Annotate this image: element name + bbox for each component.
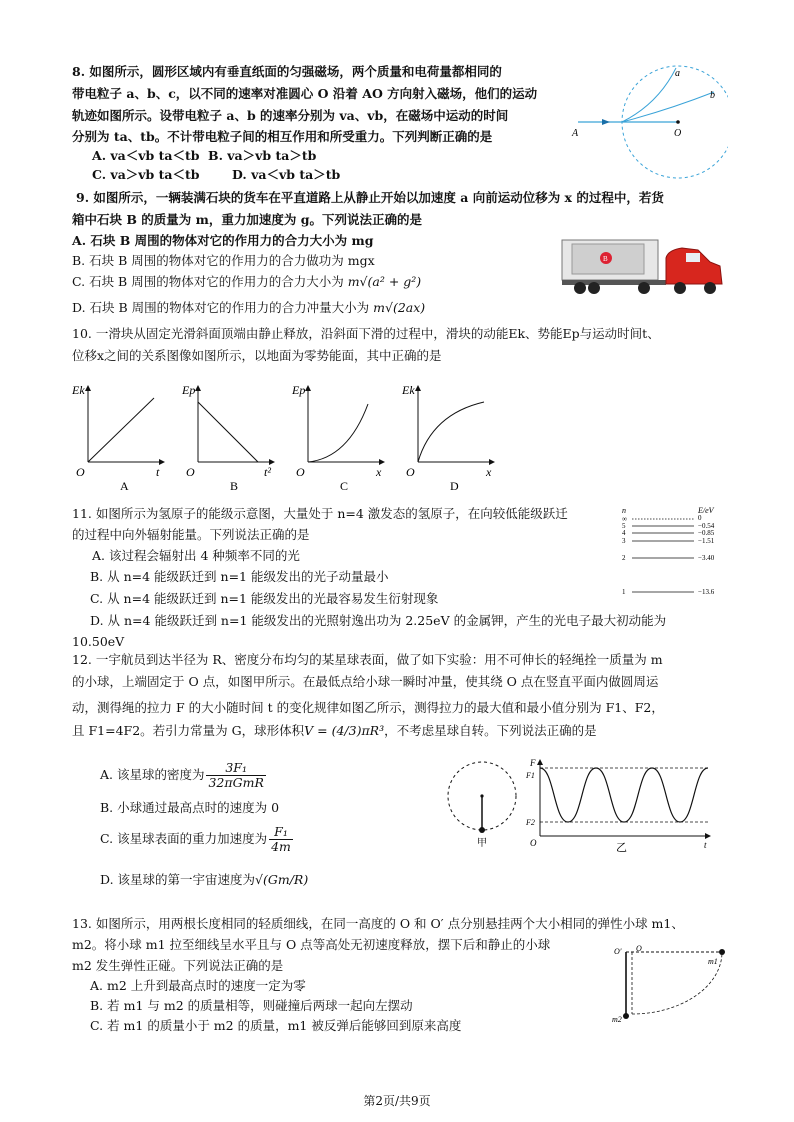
q12-figures [444,756,720,852]
q11-option-d: D. 从 n=4 能级跃迁到 n=1 能级发出的光照射逸出功为 2.25eV 的金属钾，产生的光电子最大初动能为 [90,613,667,628]
q12-volume-formula: V = (4/3)πR³ [304,723,385,738]
level-5-n: 5 [622,522,626,530]
axis-f-label: F [530,758,536,768]
label-f2: F2 [526,818,535,827]
q9-option-c [72,274,421,290]
graph-a-ylabel: Ek [72,383,85,397]
trajectory-a [622,68,676,122]
q11-energy-level-diagram [618,504,730,600]
level-2-n: 2 [622,554,626,562]
q13-option-a: A. m2 上升到最高点时的速度一定为零 [90,978,306,993]
q12-option-a [100,760,268,790]
ball-m1 [719,949,725,955]
q8-stem-line2: 带电粒子 a、b、c，以不同的速率对准圆心 O 沿着 AO 方向射入磁场，他们的运动 [72,86,538,101]
label-o: O [636,944,642,953]
q12-option-b: B. 小球通过最高点时的速度为 0 [100,800,280,815]
graph-a-origin: O [76,465,85,479]
figure-jia [448,762,516,849]
window [686,253,700,262]
q12-option-c-den: 4m [271,839,291,854]
graph-c-caption: C [340,479,349,492]
q11-option-d-cont: 10.50eV [72,634,125,649]
q9-option-d-formula: m√(2ax) [373,300,426,315]
q9-option-d [72,300,425,316]
graph-c-ylabel: Ep [292,383,306,397]
q10-stem-line2: 位移x之间的关系图像如图所示，以地面为零势能面，其中正确的是 [72,348,442,363]
force-curve [540,768,708,822]
graph-b-origin: O [186,465,195,479]
q9-option-d-text: D. 石块 B 周围的物体对它的作用力的合力冲量大小为 [72,300,374,315]
q8-stem-line3: 轨迹如图所示。设带电粒子 a、b 的速率分别为 va、vb，在磁场中运动的时间 [72,108,509,123]
q8-option-d: D. va＜vb ta＞tb [232,167,341,182]
q8-option-c: C. va＞vb ta＜tb [92,167,200,182]
q11-option-b: B. 从 n=4 能级跃迁到 n=1 能级发出的光子动量最小 [90,569,389,584]
level-4-n: 4 [622,529,626,537]
graph-d-caption: D [450,479,459,492]
ball-m2 [623,1013,629,1019]
q8-stem-line1: 8. 如图所示，圆形区域内有垂直纸面的匀强磁场，两个质量和电荷量都相同的 [72,64,502,79]
label-m2: m2 [612,1015,622,1024]
header-e: E/eV [698,506,714,515]
q13-stem-line2: m2。将小球 m1 拉至细线呈水平且与 O 点等高处无初速度释放，摆下后和静止的小球 [72,937,551,952]
q12-stem-line4-post: ，不考虑星球自转。下列说法正确的是 [384,723,597,738]
q9-stem-line1: 9. 如图所示，一辆装满石块的货车在平直道路上从静止开始以加速度 a 向前运动位移为 x 的过程中，若货 [76,190,664,205]
label-b: B [603,255,608,263]
q13-pendulum-figure [612,944,728,1024]
q11-stem-line2: 的过程中向外辐射能量。下列说法正确的是 [72,527,310,542]
label-a: a [675,68,680,79]
q12-option-c [100,824,295,854]
q9-option-b: B. 石块 B 周围的物体对它的作用力的合力做功为 mgx [72,253,375,268]
trajectory-b [622,92,714,122]
wheel [704,282,716,294]
graph-b-ylabel: Ep [182,383,196,397]
q11-stem-line1: 11. 如图所示为氢原子的能级示意图，大量处于 n=4 激发态的氢原子，在向较低能级跃迁 [72,506,568,521]
figure-yi [525,758,710,852]
q12-option-c-num: F₁ [269,825,293,840]
graph-c-xlabel: x [376,465,382,479]
q12-option-d [100,872,308,888]
q10-stem-line1: 10. 一滑块从固定光滑斜面顶端由静止释放，沿斜面下滑的过程中，滑块的动能Ek、势能Ep与运动时间t、 [72,326,660,341]
axis-t-label: t [704,840,707,850]
header-n: n [622,506,626,515]
graph-a-caption: A [120,479,129,492]
graph-a [71,383,164,492]
wheel [574,282,586,294]
q12-option-d-formula: √(Gm/R) [255,872,309,887]
q12-stem-line1: 12. 一宇航员到达半径为 R、密度分布均匀的某星球表面，做了如下实验：用不可伸长的轻绳拴一质量为 m [72,652,663,667]
q12-stem-line2: 的小球，上端固定于 O 点，如图甲所示。在最低点给小球一瞬时冲量，使其绕 O 点在竖直平面内做圆周运 [72,674,659,689]
label-jia: 甲 [477,838,487,849]
wheel [674,282,686,294]
q13-stem-line1: 13. 如图所示，用两根长度相同的轻质细线，在同一高度的 O 和 O′ 点分别悬挂两个大小相同的弹性小球 m1、 [72,916,684,931]
label-o-prime: O′ [614,947,622,956]
q11-option-a: A. 该过程会辐射出 4 种频率不同的光 [92,548,300,563]
q13-option-b: B. 若 m1 与 m2 的质量相等，则碰撞后两球一起向左摆动 [90,998,413,1013]
graph-d-xlabel: x [486,465,492,479]
wheel [638,282,650,294]
level-2-e: −3.40 [698,554,715,562]
graph-c-origin: O [296,465,305,479]
page-footer: 第2页/共9页 [363,1094,431,1108]
graph-d-origin: O [406,465,415,479]
level-1-n: 1 [622,588,626,596]
q12-option-c-text: C. 该星球表面的重力加速度为 [100,831,268,846]
label-O: O [674,128,682,139]
level-1-e: −13.6 [698,588,715,596]
q8-magnetic-field-figure [568,64,728,192]
graph-c [291,383,384,492]
q9-option-c-formula: m√(a² + g²) [347,274,422,289]
level-inf-n: ∞ [622,515,627,523]
q12-option-a-text: A. 该星球的密度为 [100,767,205,782]
center-point [676,120,680,124]
label-b: b [710,90,715,101]
q13-stem-line3: m2 发生弹性正碰。下列说法正确的是 [72,958,284,973]
level-3-n: 3 [622,537,626,545]
q11-option-c: C. 从 n=4 能级跃迁到 n=1 能级发出的光最容易发生衍射现象 [90,591,439,606]
q8-option-b: B. va＞vb ta＞tb [208,148,317,163]
graph-a-xlabel: t [156,465,160,479]
wheel [588,282,600,294]
q13-option-c: C. 若 m1 的质量小于 m2 的质量，m1 被反弹后能够回到原来高度 [90,1018,462,1033]
q12-stem-line4-pre: 且 F1=4F2。若引力常量为 G，球形体积 [72,723,305,738]
q9-option-c-text: C. 石块 B 周围的物体对它的作用力的合力大小为 [72,274,348,289]
q12-stem-line3: 动，测得绳的拉力 F 的大小随时间 t 的变化规律如图乙所示，测得拉力的最大值和最小值分别为 F1、F2， [72,700,664,715]
q9-stem-line2: 箱中石块 B 的质量为 m，重力加速度为 g。下列说法正确的是 [72,212,422,227]
q10-graphs [68,380,508,492]
q9-option-a: A. 石块 B 周围的物体对它的作用力的合力大小为 mg [72,233,374,248]
label-f1: F1 [526,771,535,780]
level-5-e: −0.54 [698,522,715,530]
label-m1: m1 [708,957,718,966]
graph-b-caption: B [230,479,239,492]
arrow-icon [602,119,610,125]
q12-stem-line4 [72,723,597,739]
level-inf-e: 0 [698,514,702,522]
pivot [480,794,483,797]
q9-truck-figure [560,236,732,298]
q12-option-a-den: 32πGmR [208,775,264,790]
label-A: A [572,128,579,139]
ball [479,827,485,833]
label-origin: O [530,838,537,848]
graph-b-xlabel: t² [264,465,271,479]
q8-stem-line4: 分别为 ta、tb。不计带电粒子间的相互作用和所受重力。下列判断正确的是 [72,129,493,144]
q12-option-d-text: D. 该星球的第一宇宙速度为 [100,872,256,887]
label-yi: 乙 [616,842,627,852]
graph-b [181,383,274,492]
q8-option-a: A. va＜vb ta＜tb [92,148,200,163]
q12-option-a-num: 3F₁ [206,761,265,776]
level-3-e: −1.51 [698,537,715,545]
level-4-e: −0.85 [698,529,715,537]
graph-d [401,383,494,492]
graph-d-ylabel: Ek [402,383,415,397]
